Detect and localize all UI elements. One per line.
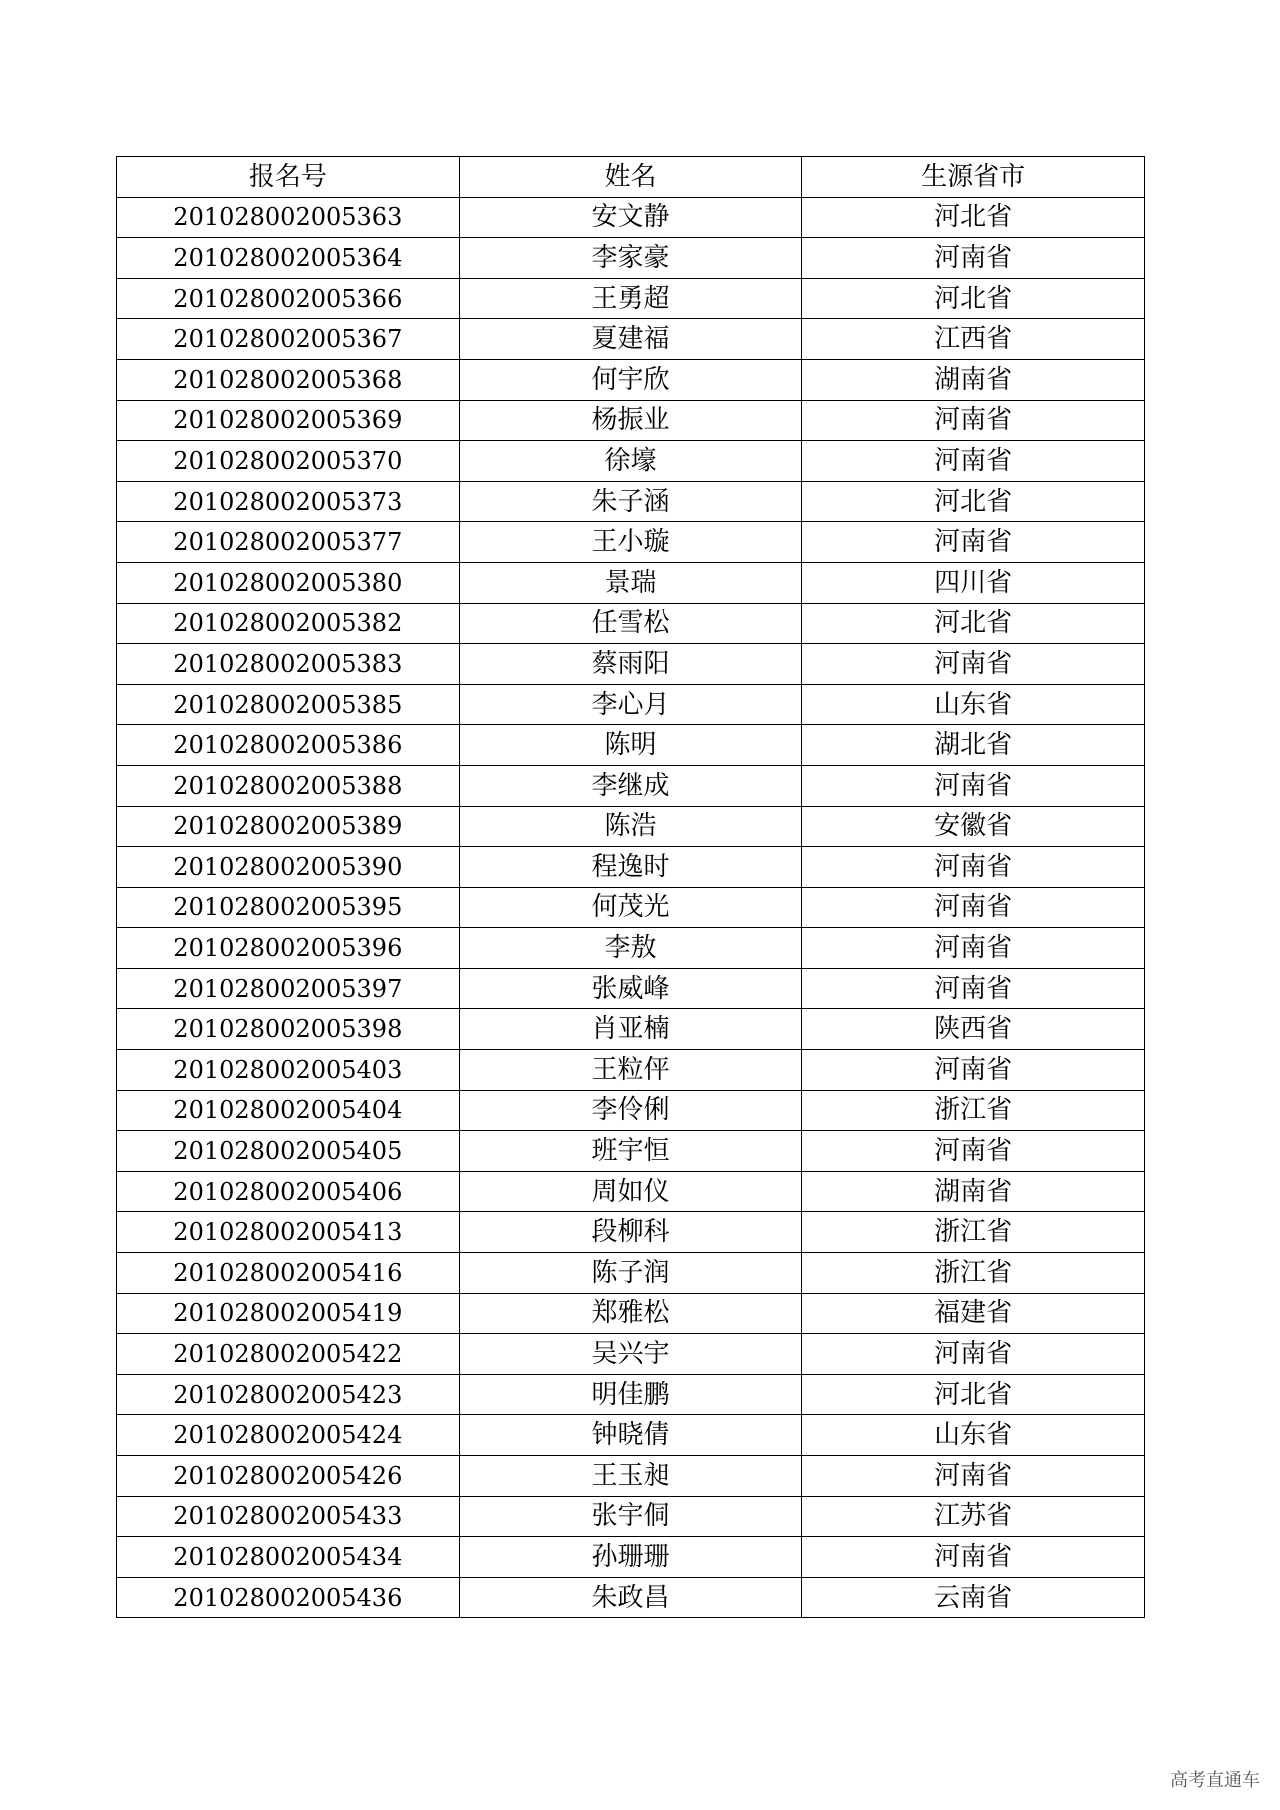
origin-province-cell: 河北省 [802, 603, 1145, 644]
name-cell: 班宇恒 [459, 1131, 802, 1172]
origin-province-cell: 湖南省 [802, 359, 1145, 400]
name-cell: 任雪松 [459, 603, 802, 644]
table-row [117, 1334, 1145, 1375]
table-row [117, 197, 1145, 238]
registration-number-cell: 201028002005383 [117, 644, 460, 685]
table-row [117, 562, 1145, 603]
registration-number-cell: 201028002005363 [117, 197, 460, 238]
origin-province-cell: 江苏省 [802, 1496, 1145, 1537]
table-row [117, 887, 1145, 928]
origin-province-cell: 湖北省 [802, 725, 1145, 766]
origin-province-cell: 河南省 [802, 400, 1145, 441]
registration-number-cell: 201028002005434 [117, 1537, 460, 1578]
table-row [117, 1456, 1145, 1497]
name-cell: 钟晓倩 [459, 1415, 802, 1456]
name-cell: 陈子润 [459, 1253, 802, 1294]
table-row [117, 847, 1145, 888]
name-cell: 何茂光 [459, 887, 802, 928]
origin-province-cell: 浙江省 [802, 1253, 1145, 1294]
name-cell: 孙珊珊 [459, 1537, 802, 1578]
name-cell: 张威峰 [459, 968, 802, 1009]
registration-number-cell: 201028002005403 [117, 1050, 460, 1091]
registration-number-cell: 201028002005386 [117, 725, 460, 766]
registration-number-cell: 201028002005385 [117, 684, 460, 725]
table-row [117, 1171, 1145, 1212]
registration-number-cell: 201028002005380 [117, 562, 460, 603]
origin-province-cell: 河南省 [802, 928, 1145, 969]
name-cell: 李心月 [459, 684, 802, 725]
origin-province-cell: 湖南省 [802, 1171, 1145, 1212]
table-row [117, 481, 1145, 522]
table-row [117, 1374, 1145, 1415]
table-row [117, 1537, 1145, 1578]
header-registration-number: 报名号 [117, 157, 460, 198]
registration-number-cell: 201028002005426 [117, 1456, 460, 1497]
name-cell: 段柳科 [459, 1212, 802, 1253]
name-cell: 李敖 [459, 928, 802, 969]
table-body [117, 197, 1145, 1618]
name-cell: 王勇超 [459, 278, 802, 319]
table-row [117, 400, 1145, 441]
origin-province-cell: 河北省 [802, 481, 1145, 522]
registration-number-cell: 201028002005404 [117, 1090, 460, 1131]
origin-province-cell: 云南省 [802, 1577, 1145, 1618]
origin-province-cell: 河南省 [802, 765, 1145, 806]
table-row [117, 1009, 1145, 1050]
registration-number-cell: 201028002005433 [117, 1496, 460, 1537]
origin-province-cell: 河北省 [802, 278, 1145, 319]
name-cell: 李继成 [459, 765, 802, 806]
table-row [117, 1577, 1145, 1618]
name-cell: 郑雅松 [459, 1293, 802, 1334]
name-cell: 朱子涵 [459, 481, 802, 522]
name-cell: 杨振业 [459, 400, 802, 441]
name-cell: 李伶俐 [459, 1090, 802, 1131]
table-row [117, 806, 1145, 847]
table-row [117, 1293, 1145, 1334]
origin-province-cell: 河南省 [802, 522, 1145, 563]
name-cell: 明佳鹏 [459, 1374, 802, 1415]
table-header-row [117, 157, 1145, 198]
origin-province-cell: 河南省 [802, 847, 1145, 888]
table-row [117, 1415, 1145, 1456]
origin-province-cell: 河南省 [802, 968, 1145, 1009]
registration-number-cell: 201028002005366 [117, 278, 460, 319]
name-cell: 陈明 [459, 725, 802, 766]
registration-number-cell: 201028002005367 [117, 319, 460, 360]
name-cell: 徐壕 [459, 441, 802, 482]
origin-province-cell: 河北省 [802, 197, 1145, 238]
table-row [117, 359, 1145, 400]
registration-number-cell: 201028002005419 [117, 1293, 460, 1334]
table-row [117, 1253, 1145, 1294]
name-cell: 何宇欣 [459, 359, 802, 400]
name-cell: 陈浩 [459, 806, 802, 847]
table-row [117, 644, 1145, 685]
name-cell: 吴兴宇 [459, 1334, 802, 1375]
name-cell: 李家豪 [459, 238, 802, 279]
registration-number-cell: 201028002005388 [117, 765, 460, 806]
table-row [117, 238, 1145, 279]
name-cell: 景瑞 [459, 562, 802, 603]
origin-province-cell: 山东省 [802, 684, 1145, 725]
name-cell: 张宇侗 [459, 1496, 802, 1537]
table-row [117, 1496, 1145, 1537]
origin-province-cell: 河南省 [802, 238, 1145, 279]
name-cell: 朱政昌 [459, 1577, 802, 1618]
table-row [117, 1131, 1145, 1172]
registration-number-cell: 201028002005364 [117, 238, 460, 279]
origin-province-cell: 河北省 [802, 1374, 1145, 1415]
registration-number-cell: 201028002005369 [117, 400, 460, 441]
origin-province-cell: 河南省 [802, 1456, 1145, 1497]
table-row [117, 684, 1145, 725]
table-row [117, 1050, 1145, 1091]
table-row [117, 441, 1145, 482]
origin-province-cell: 河南省 [802, 1050, 1145, 1091]
name-cell: 蔡雨阳 [459, 644, 802, 685]
origin-province-cell: 河南省 [802, 1334, 1145, 1375]
origin-province-cell: 福建省 [802, 1293, 1145, 1334]
table-row [117, 1090, 1145, 1131]
table-row [117, 765, 1145, 806]
table-row [117, 603, 1145, 644]
name-cell: 王玉昶 [459, 1456, 802, 1497]
table-row [117, 928, 1145, 969]
registration-number-cell: 201028002005368 [117, 359, 460, 400]
registration-number-cell: 201028002005422 [117, 1334, 460, 1375]
name-cell: 王粒伻 [459, 1050, 802, 1091]
footer-watermark: 高考直通车 [1170, 1770, 1260, 1791]
registration-number-cell: 201028002005390 [117, 847, 460, 888]
origin-province-cell: 河南省 [802, 1537, 1145, 1578]
registration-number-cell: 201028002005436 [117, 1577, 460, 1618]
name-cell: 安文静 [459, 197, 802, 238]
registration-number-cell: 201028002005396 [117, 928, 460, 969]
origin-province-cell: 浙江省 [802, 1212, 1145, 1253]
registration-number-cell: 201028002005406 [117, 1171, 460, 1212]
registration-number-cell: 201028002005398 [117, 1009, 460, 1050]
origin-province-cell: 河南省 [802, 644, 1145, 685]
origin-province-cell: 山东省 [802, 1415, 1145, 1456]
registration-number-cell: 201028002005413 [117, 1212, 460, 1253]
name-cell: 王小璇 [459, 522, 802, 563]
table-row [117, 968, 1145, 1009]
registration-number-cell: 201028002005373 [117, 481, 460, 522]
origin-province-cell: 安徽省 [802, 806, 1145, 847]
table-row [117, 1212, 1145, 1253]
origin-province-cell: 四川省 [802, 562, 1145, 603]
name-cell: 夏建福 [459, 319, 802, 360]
registration-number-cell: 201028002005423 [117, 1374, 460, 1415]
registration-number-cell: 201028002005397 [117, 968, 460, 1009]
registration-number-cell: 201028002005370 [117, 441, 460, 482]
header-origin-province: 生源省市 [802, 157, 1145, 198]
registration-number-cell: 201028002005424 [117, 1415, 460, 1456]
registration-number-cell: 201028002005389 [117, 806, 460, 847]
registration-number-cell: 201028002005395 [117, 887, 460, 928]
header-name: 姓名 [459, 157, 802, 198]
table-row [117, 319, 1145, 360]
origin-province-cell: 河南省 [802, 887, 1145, 928]
registration-number-cell: 201028002005405 [117, 1131, 460, 1172]
origin-province-cell: 河南省 [802, 441, 1145, 482]
origin-province-cell: 浙江省 [802, 1090, 1145, 1131]
admission-roster-table [116, 156, 1145, 1618]
name-cell: 周如仪 [459, 1171, 802, 1212]
table-row [117, 278, 1145, 319]
registration-number-cell: 201028002005377 [117, 522, 460, 563]
origin-province-cell: 江西省 [802, 319, 1145, 360]
name-cell: 程逸时 [459, 847, 802, 888]
registration-number-cell: 201028002005416 [117, 1253, 460, 1294]
name-cell: 肖亚楠 [459, 1009, 802, 1050]
origin-province-cell: 陕西省 [802, 1009, 1145, 1050]
table-row [117, 522, 1145, 563]
origin-province-cell: 河南省 [802, 1131, 1145, 1172]
registration-number-cell: 201028002005382 [117, 603, 460, 644]
table-row [117, 725, 1145, 766]
